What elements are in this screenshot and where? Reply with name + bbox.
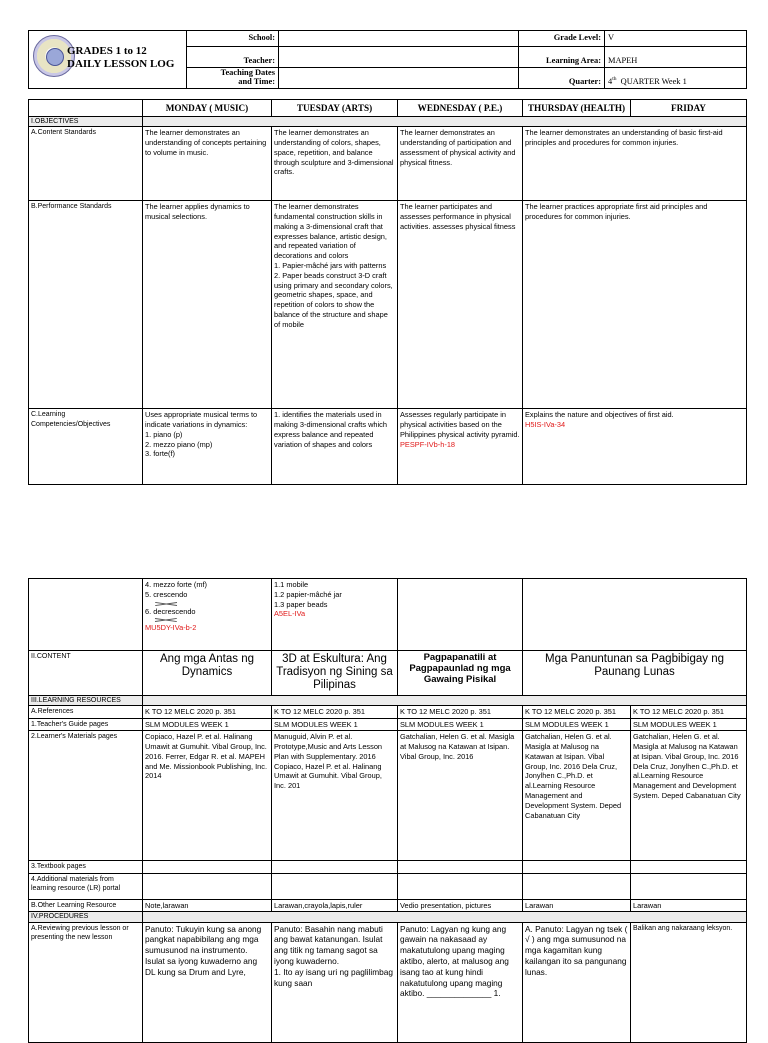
competencies-thursday-friday-continued: [523, 579, 747, 651]
content-title-thursday-friday: Mga Panuntunan sa Pagbibigay ng Paunang Lunas: [523, 651, 747, 696]
competencies-wednesday-text: Assesses regularly participate in physical activities based on the Philippines physical activity pyramid.: [400, 410, 520, 439]
competencies-tuesday-line: 1.1 mobile: [274, 580, 309, 589]
row-label-textbook: 3.Textbook pages: [29, 861, 143, 873]
textbook-friday: [631, 861, 747, 873]
competencies-monday-line: 1. piano (p): [145, 429, 183, 439]
competencies-wednesday-continued: [398, 579, 523, 651]
row-label-learners-materials: 2.Learner's Materials pages: [29, 731, 143, 861]
section-procedures: IV.PROCEDURES: [29, 912, 143, 922]
additional-tuesday: [272, 873, 398, 899]
row-label-additional-materials: 4.Additional materials from learning resource (LR) portal: [29, 873, 143, 899]
section-resources: III.LEARNING RESOURCES: [29, 695, 143, 705]
learners-materials-tuesday: Manuguid, Alvin P. et al. Prototype,Music and Arts Lesson Plan with Supplementary. 2016 Copiaco, Hazel P. et al. Halinang Umawit at Gumuhit. Vibal Group, Inc. 201: [272, 731, 398, 861]
competencies-monday-line: Uses appropriate musical terms to indicate variations in dynamics:: [145, 410, 258, 430]
header-logo-cell: [29, 31, 187, 89]
references-monday: K TO 12 MELC 2020 p. 351: [143, 705, 272, 718]
crescendo-icon: [155, 601, 177, 607]
performance-standards-monday: The learner applies dynamics to musical selections.: [143, 201, 272, 409]
row-label-content-standards: A.Content Standards: [29, 127, 143, 201]
competencies-tuesday-line: 1.3 paper beads: [274, 599, 328, 609]
competencies-monday-line: 5. crescendo: [145, 589, 188, 599]
dates-field[interactable]: [279, 68, 519, 89]
content-title-tuesday: 3D at Eskultura: Ang Tradisyon ng Sining sa Pilipinas: [272, 651, 398, 696]
other-resource-thursday: Larawan: [523, 899, 631, 912]
decrescendo-mark: [145, 616, 269, 623]
teachers-guide-monday: SLM MODULES WEEK 1: [143, 718, 272, 731]
reviewing-wednesday: Panuto: Lagyan ng kung ang gawain na nakasaad ay makatutulong upang maging aktibo, alerto, at malusog ang isang tao at kung hindi nakatutulong upang maging aktibo. ______________ 1.: [398, 922, 523, 1042]
dates-label-line-1: Teaching Dates: [220, 68, 275, 77]
competencies-thursday-friday-text: Explains the nature and objectives of first aid.: [525, 410, 674, 420]
dates-label-line-2: and Time:: [238, 76, 275, 86]
teachers-guide-wednesday: SLM MODULES WEEK 1: [398, 718, 523, 731]
references-tuesday: K TO 12 MELC 2020 p. 351: [272, 705, 398, 718]
crescendo-mark: [145, 600, 269, 607]
competencies-tuesday-line: 1.2 papier-mâché jar: [274, 589, 342, 599]
content-standards-monday: The learner demonstrates an understanding of concepts pertaining to volume in music.: [143, 127, 272, 201]
school-field[interactable]: [279, 31, 519, 47]
competency-code: PESPF-IVb-h-18: [400, 439, 456, 449]
competencies-monday-line: 3. forte(f): [145, 449, 175, 459]
references-thursday: K TO 12 MELC 2020 p. 351: [523, 705, 631, 718]
competencies-monday-line: 2. mezzo piano (mp): [145, 439, 213, 449]
competencies-thursday-friday: [523, 409, 747, 485]
teachers-guide-friday: SLM MODULES WEEK 1: [631, 718, 747, 731]
row-label-reviewing: A.Reviewing previous lesson or presenting the new lesson: [29, 922, 143, 1042]
day-header-friday: FRIDAY: [631, 100, 747, 117]
lesson-log-header: [28, 30, 746, 89]
competency-code: H5IS-IVa-34: [525, 420, 566, 430]
row-label-performance-standards: B.Performance Standards: [29, 201, 143, 409]
section-content: II.CONTENT: [29, 651, 143, 696]
dates-label: [187, 68, 279, 89]
row-label-competencies: C.Learning Competencies/Objectives: [29, 409, 143, 485]
continued-label-cell: [29, 579, 143, 651]
textbook-wednesday: [398, 861, 523, 873]
row-label-teachers-guide: 1.Teacher's Guide pages: [29, 718, 143, 731]
other-resource-monday: Note,larawan: [143, 899, 272, 912]
competencies-monday-line: 6. decrescendo: [145, 606, 196, 616]
grade-field[interactable]: V: [605, 31, 747, 47]
section-objectives: I.OBJECTIVES: [29, 117, 143, 127]
references-friday: K TO 12 MELC 2020 p. 351: [631, 705, 747, 718]
learners-materials-friday: Gatchalian, Helen G. et al. Masigla at Malusog na Katawan at Isipan. Vibal Group, Inc. 2016 Dela Cruz, Jonylhen C.,Ph.D. et al.Learning Resource Management and Development System. Deped Cabanatuan City: [631, 731, 747, 861]
reviewing-thursday: A. Panuto: Lagyan ng tsek ( √ ) ang mga sumusunod na mga kagamitan kung kailangan ito sa pangunang lunas.: [523, 922, 631, 1042]
additional-monday: [143, 873, 272, 899]
competencies-monday: [143, 409, 272, 485]
other-resource-tuesday: Larawan,crayola,lapis,ruler: [272, 899, 398, 912]
grade-label: Grade Level:: [519, 31, 605, 47]
performance-standards-tuesday: [272, 201, 398, 409]
section-objectives-fill: [143, 117, 747, 127]
area-label: Learning Area:: [519, 47, 605, 68]
additional-thursday: [523, 873, 631, 899]
competencies-tuesday: 1. identifies the materials used in making 3-dimensional crafts which express balance and repeated variation of shapes and colors: [272, 409, 398, 485]
school-label: School:: [187, 31, 279, 47]
competencies-monday-line: 4. mezzo forte (mf): [145, 580, 208, 589]
decrescendo-icon: [155, 617, 177, 623]
content-standards-thursday-friday: The learner demonstrates an understanding of basic first-aid principles and procedures for common injuries.: [523, 127, 747, 201]
row-label-references: A.References: [29, 705, 143, 718]
title-line-2: DAILY LESSON LOG: [67, 57, 175, 70]
competency-code: A5EL-IVa: [274, 609, 306, 619]
quarter-label: Quarter:: [519, 68, 605, 89]
content-standards-wednesday: The learner demonstrates an understanding of participation and assessment of physical activity and physical fitness.: [398, 127, 523, 201]
learners-materials-monday: Copiaco, Hazel P. et al. Halinang Umawit at Gumuhit. Vibal Group, Inc. 2016. Ferrer, Edgar R. et al. MAPEH and Me. Missionbook Publishing, Inc. 2014: [143, 731, 272, 861]
content-title-monday: Ang mga Antas ng Dynamics: [143, 651, 272, 696]
other-resource-wednesday: Vedio presentation, pictures: [398, 899, 523, 912]
teacher-field[interactable]: [279, 47, 519, 68]
content-title-wednesday: Pagpapanatili at Pagpapaunlad ng mga Gawaing Pisikal: [398, 651, 523, 696]
competencies-monday-continued: [143, 579, 272, 651]
performance-standards-thursday-friday: The learner practices appropriate first aid principles and procedures for common injuries.: [523, 201, 747, 409]
quarter-number: 4: [608, 76, 613, 86]
competencies-tuesday-continued: [272, 579, 398, 651]
additional-wednesday: [398, 873, 523, 899]
lesson-table-part-2: [28, 578, 746, 1043]
textbook-tuesday: [272, 861, 398, 873]
lesson-table-part-1: [28, 99, 746, 485]
teachers-guide-thursday: SLM MODULES WEEK 1: [523, 718, 631, 731]
learners-materials-wednesday: Gatchalian, Helen G. et al. Masigla at Malusog na Katawan at Isipan. Vibal Group, Inc. 2016: [398, 731, 523, 861]
day-header-wednesday: WEDNESDAY ( P.E.): [398, 100, 523, 117]
additional-friday: [631, 873, 747, 899]
reviewing-friday: Balikan ang nakaraang leksyon.: [631, 922, 747, 1042]
area-field[interactable]: MAPEH: [605, 47, 747, 68]
title-line-1: GRADES 1 to 12: [67, 45, 147, 57]
performance-standards-tuesday-line: The learner demonstrates fundamental construction skills in making a 3-dimensional craft that expresses balance, artistic design, and repeated variation of decorations and colors: [274, 202, 387, 261]
log-title: [67, 45, 174, 70]
learners-materials-thursday: Gatchalian, Helen G. et al. Masigla at Malusog na Katawan at Isipan. Vibal Group, Inc. 2016 Dela Cruz, Jonylhen C.,Ph.D. et al.Learning Resource Management and Development System. Deped Cabanatuan City: [523, 731, 631, 861]
teachers-guide-tuesday: SLM MODULES WEEK 1: [272, 718, 398, 731]
quarter-field[interactable]: [605, 68, 747, 89]
row-label-other-resource: B.Other Learning Resource: [29, 899, 143, 912]
quarter-text: QUARTER Week 1: [620, 76, 687, 86]
reviewing-tuesday: Panuto: Basahin nang mabuti ang bawat katanungan. Isulat ang titik ng tamang sagot sa iyong kuwaderno. 1. Ito ay isang uri ng paglilimbag kung saan: [272, 922, 398, 1042]
competency-code: MU5DY-IVa-b-2: [145, 623, 197, 633]
performance-standards-tuesday-line: 2. Paper beads construct 3-D craft using primary and secondary colors, geometric shapes, space, and repetition of colors to show the balance of the structure and shape of mobile: [274, 270, 393, 329]
references-wednesday: K TO 12 MELC 2020 p. 351: [398, 705, 523, 718]
day-header-thursday: THURSDAY (HEALTH): [523, 100, 631, 117]
other-resource-friday: Larawan: [631, 899, 747, 912]
section-resources-fill: [143, 695, 747, 705]
quarter-suffix: th: [612, 75, 617, 82]
performance-standards-tuesday-line: 1. Papier-mâché jars with patterns: [274, 260, 387, 270]
teacher-label: Teacher:: [187, 47, 279, 68]
performance-standards-wednesday: The learner participates and assesses performance in physical activities. assesses physical fitness: [398, 201, 523, 409]
corner-cell: [29, 100, 143, 117]
day-header-tuesday: TUESDAY (ARTS): [272, 100, 398, 117]
day-header-monday: MONDAY ( MUSIC): [143, 100, 272, 117]
competencies-wednesday: [398, 409, 523, 485]
textbook-thursday: [523, 861, 631, 873]
reviewing-monday: Panuto: Tukuyin kung sa anong pangkat napabibilang ang mga sumusunod na instrumento. Isulat sa iyong kuwaderno ang DL kung sa Drum and Lyre,: [143, 922, 272, 1042]
section-procedures-fill: [143, 912, 747, 922]
content-standards-tuesday: The learner demonstrates an understanding of colors, shapes, space, repetition, and balance through sculpture and 3-dimensional crafts.: [272, 127, 398, 201]
textbook-monday: [143, 861, 272, 873]
